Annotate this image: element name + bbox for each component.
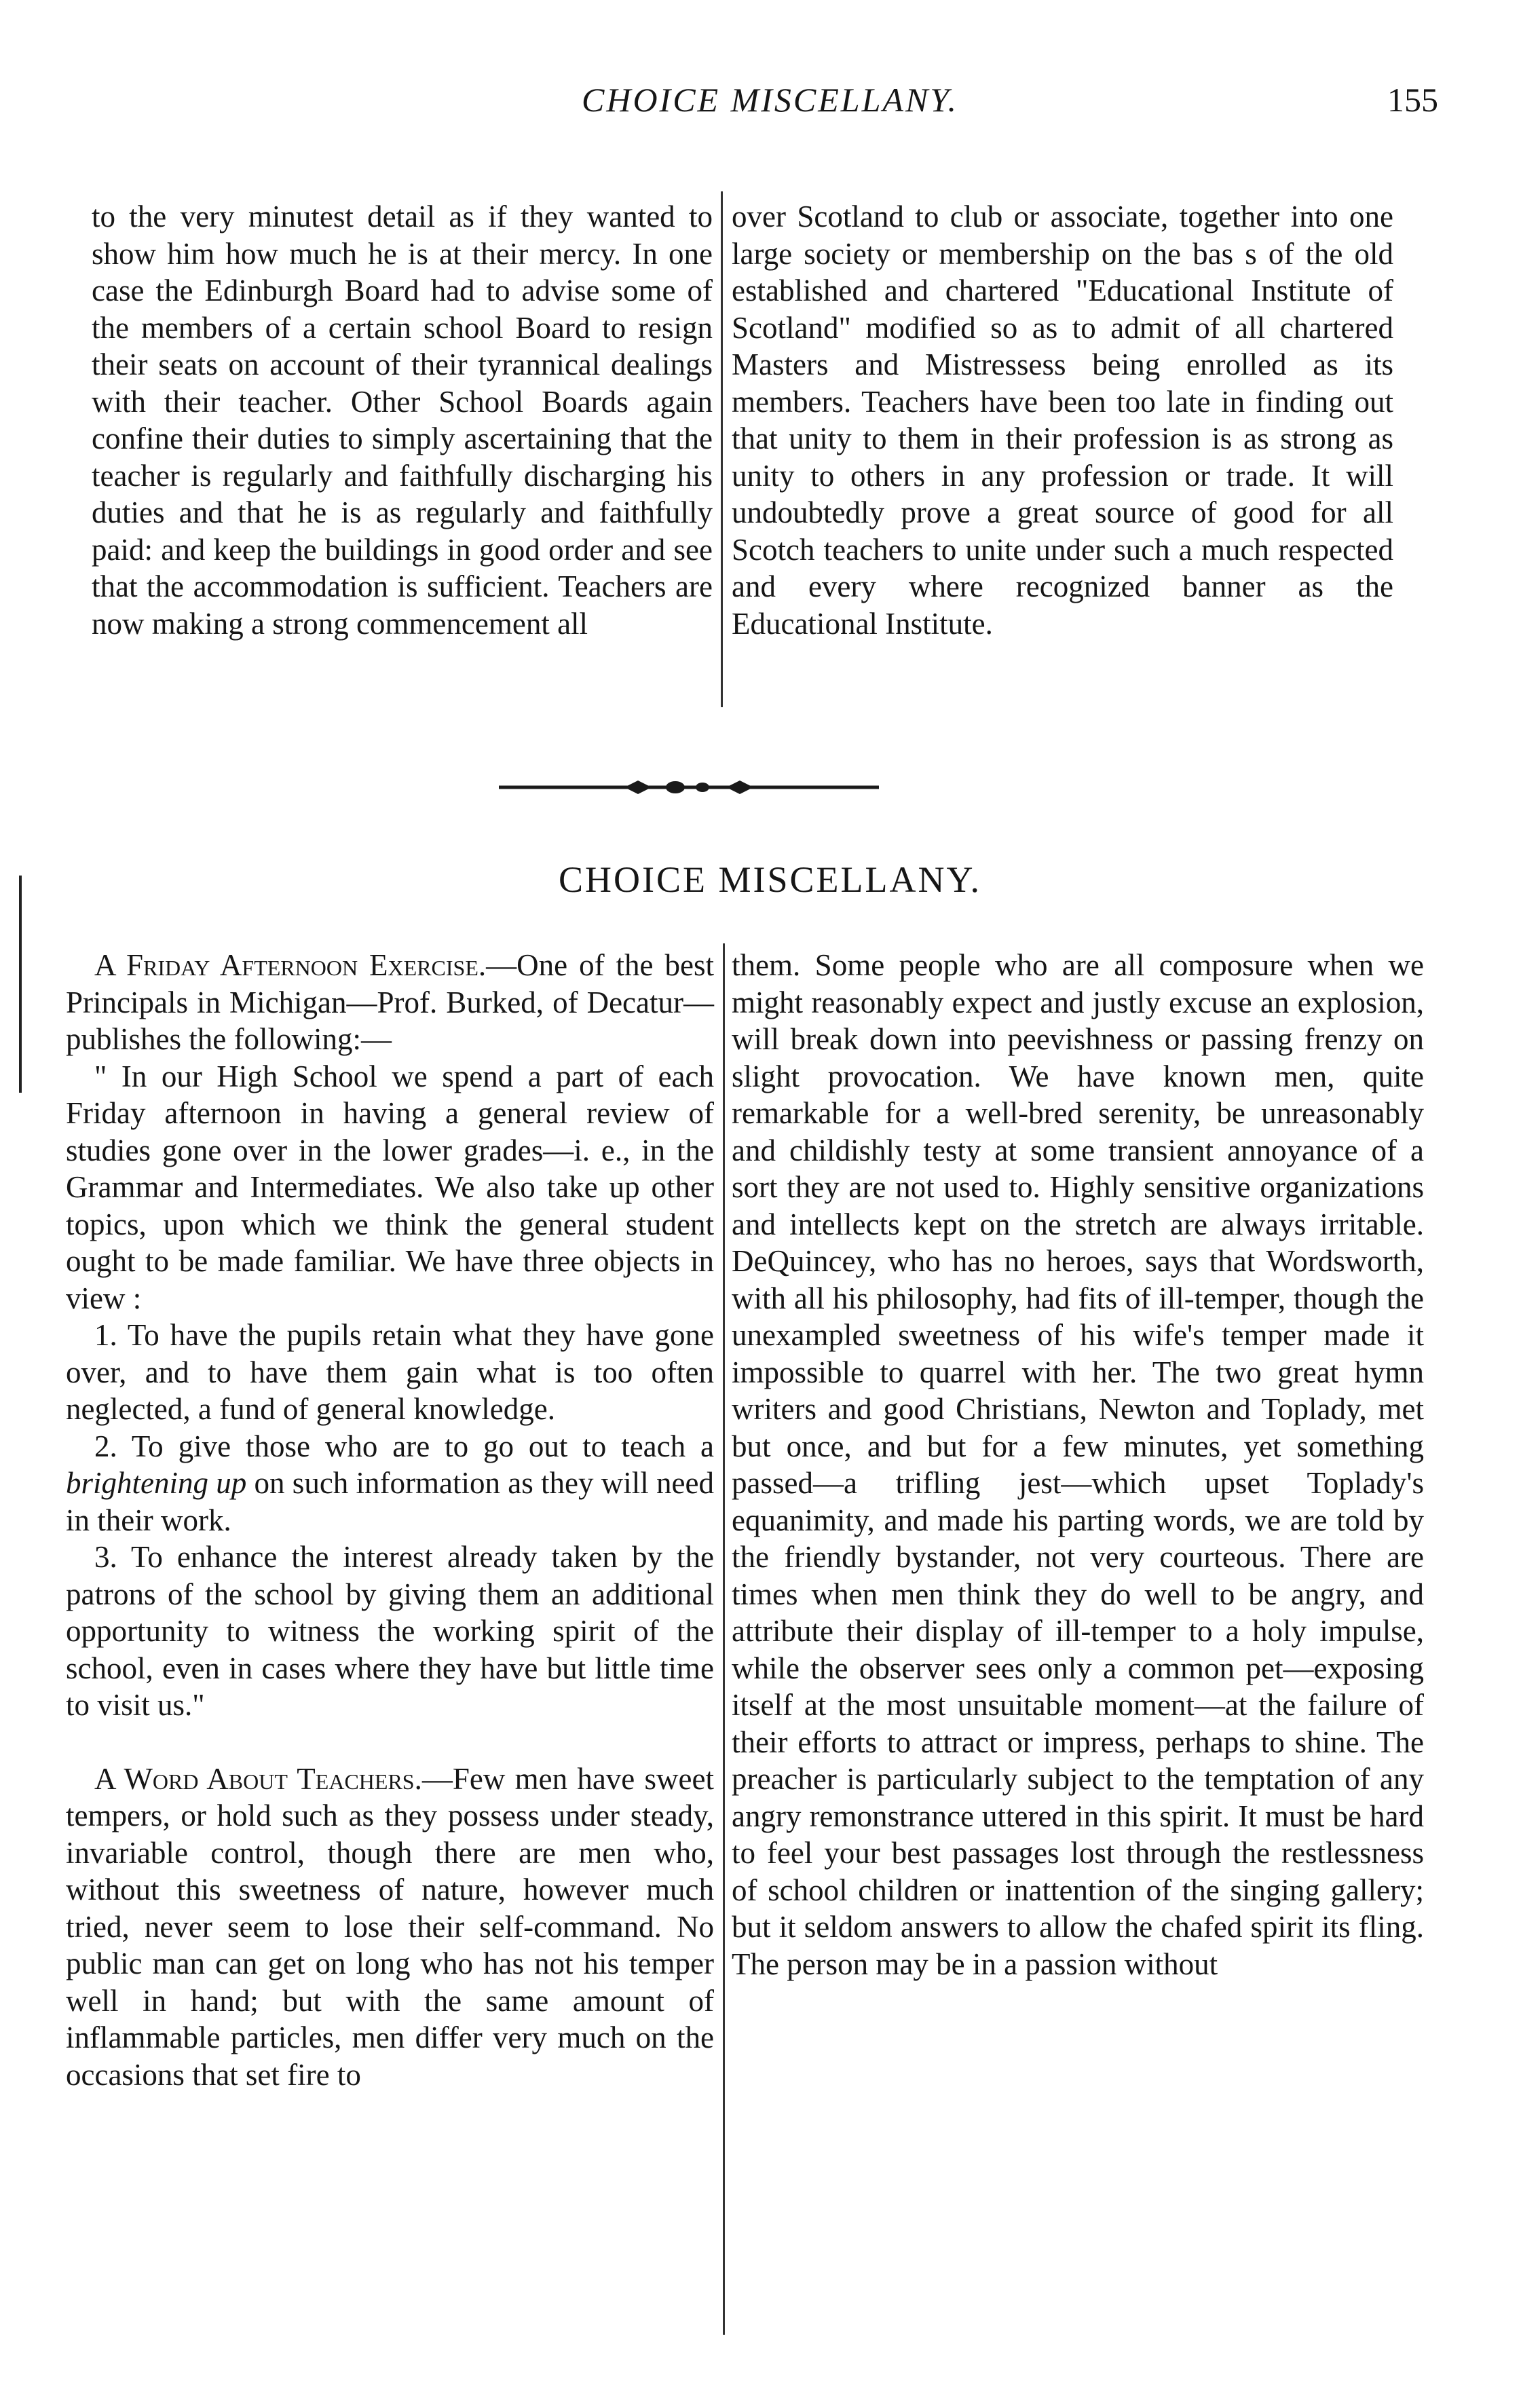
continued-paragraph-left: to the very minutest detail as if they wanted to show him how much he is at their mercy. In one case the Edinburgh Board had to advise some of the members of a certain school Board to resign their seats on account of their tyrannical dealings with their teacher. Other School Boards again confine their duties to simply ascertaining that the teacher is regularly and faithfully discharging his duties and that he is as regularly and faithfully paid: and keep the buildings in good order and see that the accommodation is sufficient. Teachers are now making a strong commencement all: [92, 200, 713, 641]
page-number: 155: [1387, 81, 1438, 119]
running-head: [0, 80, 1540, 134]
article-friday-heading: A Friday Afternoon Exercise.: [94, 948, 487, 982]
article-friday-item-2: [66, 1428, 714, 1539]
article-teachers-text-right: them. Some people who are all composure when we might reasonably expect and justly excuse an explosion, will break down into peevishness or passing frenzy on slight provocation. We have known men, quite remarkable for a well-bred serenity, be unreasonably and childishly testy at some transient annoyance of a sort they are not used to. Highly sensitive organizations and intellects kept on the stretch are always irritable. DeQuincey, who has no heroes, says that Wordsworth, with all his philosophy, had fits of ill-temper, though the unexampled sweetness of his wife's temper made it impossible to quarrel with her. The two great hymn writers and good Christians, Newton and Toplady, met but once, and but for a few minutes, yet something passed—a trifling jest—which upset Toplady's equanimity, and made his parting words, we are told by the friendly bystander, not very courteous. There are times when men think they do well to be angry, and attribute their display of ill-temper to a holy impulse, while the observer sees only a common pet—exposing itself at the most unsuitable moment—at the failure of their efforts to attract or impress, perhaps to shine. The preacher is particularly subject to the temptation of any angry remonstrance uttered in this spirit. It must be hard to feel your best passages lost through the restlessness of school children or inattention of the singing gallery; but it seldom answers to allow the chafed spirit its fling. The person may be in a passion without: [732, 948, 1424, 1981]
continued-paragraph-right: over Scotland to club or associate, together into one large society or membership on the bas s of the old established and chartered "Educational Institute of Scotland" modified so as to admit of all chartered Masters and Mistressess being enrolled as its members. Teachers have been too late in finding out that unity to them in their profession is as strong as unity to others in any profession or trade. It will undoubtedly prove a great source of good for all Scotch teachers to unite under such a much respected and every where recognized banner as the Educational Institute.: [732, 200, 1393, 641]
right-column: [732, 947, 1424, 1982]
article-teachers-text-left: —Few men have sweet tempers, or hold such as they possess under steady, invariable control, though there are men who, without this sweetness of nature, however much tried, never seem to lose their self-command. No public man can get on long who has not his temper well in hand; but with the same amount of inflammable particles, men differ very much on the occasions that set fire to: [66, 1761, 714, 2092]
item-2-text-start: 2. To give those who are to go out to teach a: [94, 1429, 714, 1463]
left-column: [66, 947, 714, 2093]
article-teachers-heading: A Word About Teachers.: [94, 1761, 422, 1796]
article-teachers-paragraph: [66, 1761, 714, 2094]
article-friday-quote: " In our High School we spend a part of each Friday afternoon in having a general review of studies gone over in the lower grades—i. e., in the Grammar and Intermediates. We also take up other topics, upon which we think the general student ought to be made familiar. We have three objects in view :: [66, 1059, 714, 1315]
article-friday-item-3: 3. To enhance the interest already taken by the patrons of the school by giving them an additional opportunity to witness the working spirit of the school, even in cases where they have but little time to visit us.": [66, 1540, 714, 1722]
continued-text-left-column: [92, 198, 713, 642]
article-friday-intro-text: —One of the best Principals in Michigan—Prof. Burked, of Decatur—publishes the following:—: [66, 948, 714, 1056]
column-rule-top: [721, 191, 723, 707]
column-rule-bottom: [723, 943, 725, 2335]
article-friday-item-1: 1. To have the pupils retain what they have gone over, and to have them gain what is too often neglected, a fund of general knowledge.: [66, 1318, 714, 1426]
margin-mark: [19, 876, 22, 1093]
item-2-text-end: on such information as they will need in their work.: [66, 1466, 714, 1537]
article-friday-intro: [66, 947, 714, 1058]
section-divider-ornament: [499, 777, 879, 797]
section-title: CHOICE MISCELLANY.: [558, 859, 982, 900]
running-title: CHOICE MISCELLANY.: [581, 81, 959, 119]
continued-text-right-column: [732, 198, 1393, 642]
item-2-emphasis: brightening up: [66, 1466, 247, 1500]
